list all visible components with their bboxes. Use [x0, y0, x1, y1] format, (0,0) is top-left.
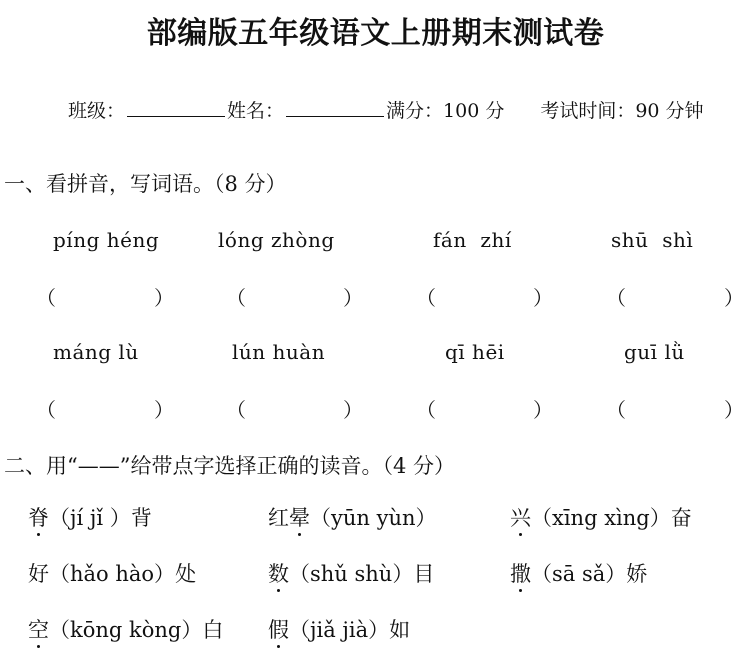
item-suffix: 娇 [626, 562, 648, 586]
reading-item [510, 502, 692, 532]
answer-bracket-open: （ [606, 398, 626, 422]
pinyin-item: lún huàn [232, 340, 326, 364]
item-prefix: 好 [28, 562, 49, 586]
pinyin-options[interactable]: （shǔ shù） [289, 562, 414, 586]
pinyin-options[interactable]: （yūn yùn） [310, 506, 437, 530]
reading-item [28, 558, 196, 588]
student-info-line [68, 96, 704, 123]
section1-heading: 一、看拼音，写词语。（8 分） [4, 172, 287, 196]
answer-bracket-close: ） [154, 398, 174, 422]
dotted-char: 数 [268, 558, 289, 588]
answer-bracket-close: ） [533, 286, 553, 310]
time-label: 考试时间：90 分钟 [540, 100, 704, 122]
dotted-char: 空 [28, 614, 49, 644]
pinyin-item: lóng zhòng [218, 228, 335, 252]
name-label: 姓名： [227, 100, 285, 122]
answer-bracket-open: （ [416, 398, 436, 422]
item-prefix: 红 [268, 506, 289, 530]
pinyin-item: guī lǜ [624, 340, 685, 364]
item-suffix: 奋 [670, 506, 692, 530]
answer-bracket-open: （ [36, 286, 56, 310]
pinyin-options[interactable]: （xīng xìng） [531, 506, 671, 530]
answer-bracket-open: （ [36, 398, 56, 422]
item-suffix: 白 [202, 618, 224, 642]
pinyin-item: qī hēi [445, 340, 505, 364]
answer-bracket-open: （ [416, 286, 436, 310]
pinyin-item: máng lù [53, 340, 139, 364]
class-label: 班级： [68, 100, 126, 122]
answer-bracket-open: （ [606, 286, 626, 310]
pinyin-options[interactable]: （jí jǐ ） [49, 506, 131, 530]
answer-bracket-close: ） [724, 398, 744, 422]
item-suffix: 目 [413, 562, 435, 586]
class-blank[interactable] [127, 102, 225, 117]
name-blank[interactable] [286, 102, 384, 117]
reading-item [268, 614, 410, 644]
pinyin-item: shū shì [611, 228, 694, 252]
dotted-char: 兴 [510, 502, 531, 532]
item-suffix: 背 [130, 506, 152, 530]
dotted-char: 假 [268, 614, 289, 644]
reading-item [510, 558, 647, 588]
answer-bracket-close: ） [343, 398, 363, 422]
pinyin-item: píng héng [53, 228, 160, 252]
dotted-char: 撒 [510, 558, 531, 588]
pinyin-options[interactable]: （kōng kòng） [49, 618, 203, 642]
pinyin-options[interactable]: （sā sǎ） [531, 562, 627, 586]
reading-item [268, 558, 434, 588]
item-suffix: 如 [389, 618, 411, 642]
page-title: 部编版五年级语文上册期末测试卷 [146, 16, 605, 51]
answer-bracket-close: ） [724, 286, 744, 310]
dotted-char: 脊 [28, 502, 49, 532]
answer-bracket-open: （ [226, 398, 246, 422]
pinyin-options[interactable]: （jiǎ jià） [289, 618, 390, 642]
score-label: 满分：100 分 [386, 100, 505, 122]
pinyin-item: fán zhí [433, 228, 512, 252]
answer-bracket-close: ） [343, 286, 363, 310]
item-suffix: 处 [175, 562, 197, 586]
reading-item [28, 502, 152, 532]
dotted-char: 晕 [289, 502, 310, 532]
answer-bracket-close: ） [154, 286, 174, 310]
reading-item [268, 502, 437, 532]
answer-bracket-close: ） [533, 398, 553, 422]
reading-item [28, 614, 223, 644]
pinyin-options[interactable]: （hǎo hào） [49, 562, 176, 586]
section2-heading: 二、用“——”给带点字选择正确的读音。（4 分） [4, 454, 456, 478]
answer-bracket-open: （ [226, 286, 246, 310]
